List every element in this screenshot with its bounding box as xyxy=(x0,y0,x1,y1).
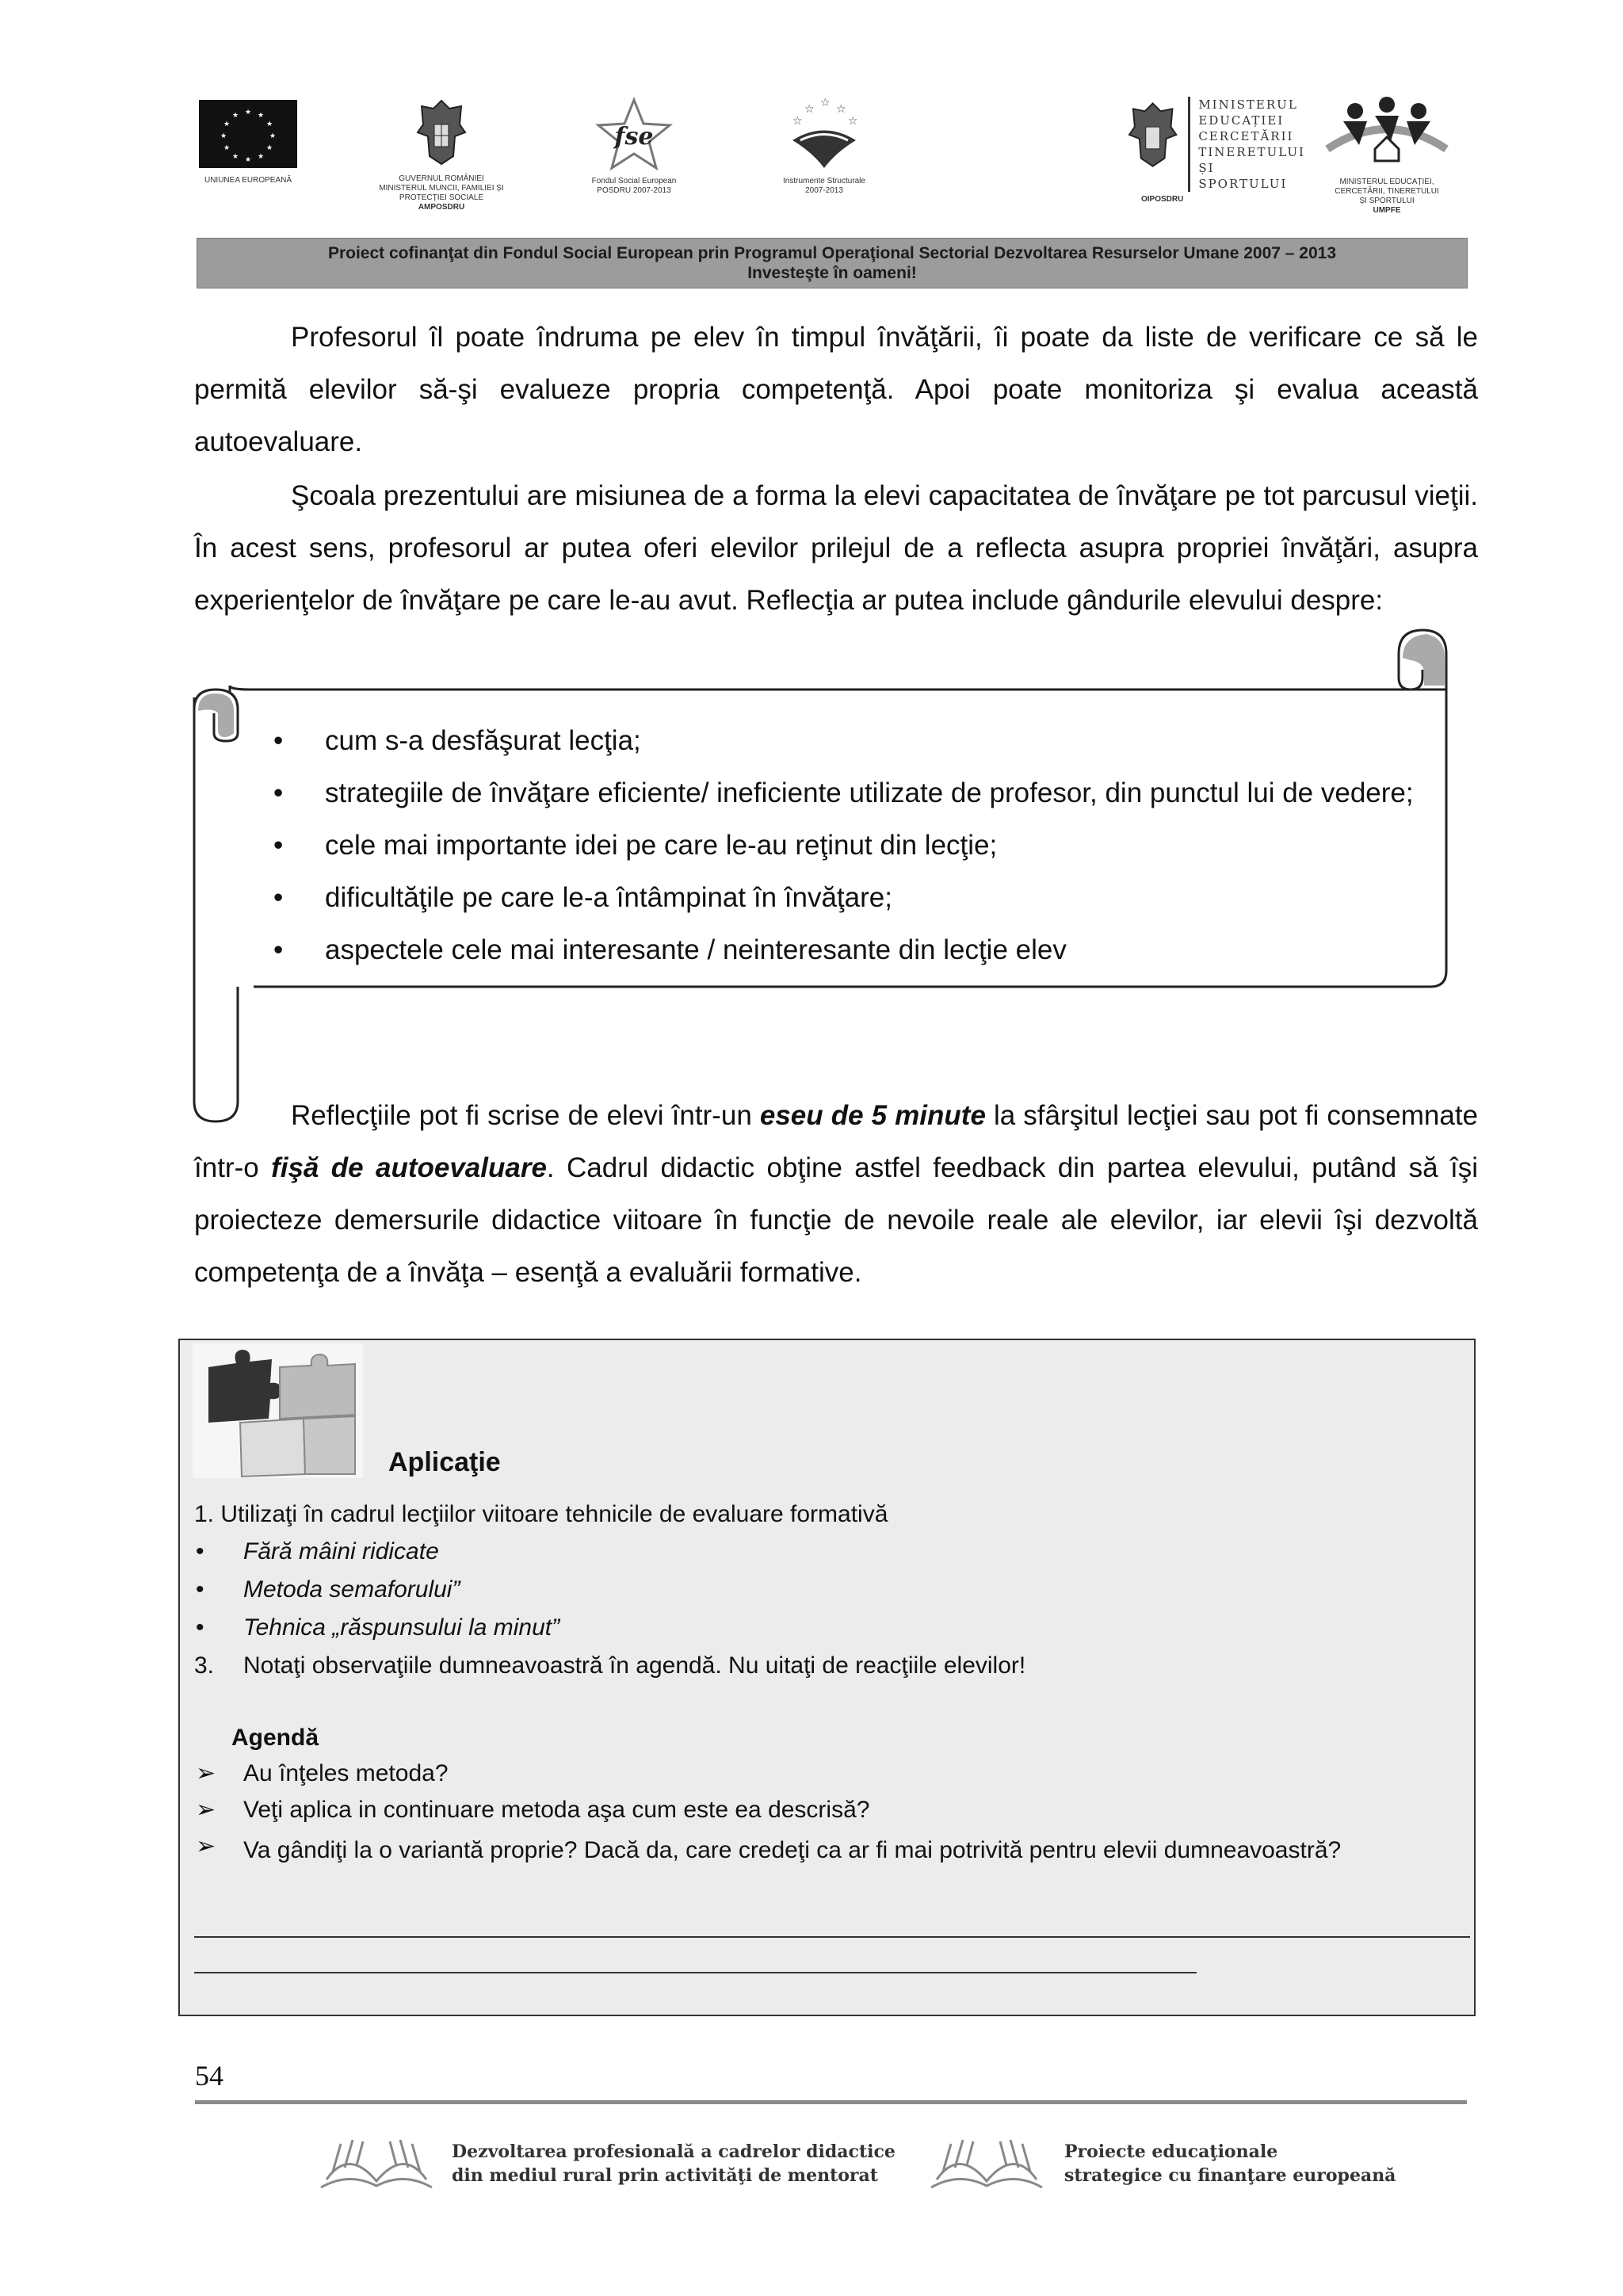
svg-text:★: ★ xyxy=(244,109,252,117)
list-item: • aspectele cele mai interesante / neinteresante din lecţie elev xyxy=(273,934,1067,965)
umpfe-caption-1: MINISTERUL EDUCAȚIEI, xyxy=(1339,178,1434,186)
technique-text-3: Tehnica „răspunsului la minut” xyxy=(243,1614,560,1641)
gov-caption-2: MINISTERUL MUNCII, FAMILIEI ȘI xyxy=(379,184,504,193)
ministry-line-3: CERCETĂRII xyxy=(1198,129,1294,143)
umpfe-logo xyxy=(1308,94,1466,216)
svg-text:★: ★ xyxy=(257,153,265,161)
application-item-1: 1. Utilizaţi în cadrul lecţiilor viitoare tehnicile de evaluare formativă xyxy=(194,1501,888,1527)
reflection-list xyxy=(269,715,1458,976)
application-title: Aplicaţie xyxy=(388,1447,501,1477)
eu-logo xyxy=(197,100,300,185)
technique-text-2: Metoda semaforului” xyxy=(243,1576,460,1603)
agenda-item-2: Veţi aplica in continuare metoda aşa cum este ea descrisă? xyxy=(243,1797,870,1823)
umpfe-caption-bold: UMPFE xyxy=(1373,206,1401,215)
ministry-line-4: TINERETULUI xyxy=(1198,145,1305,159)
government-logo xyxy=(366,97,517,212)
technique-item: • xyxy=(196,1538,204,1564)
umpfe-caption-2: CERCETĂRII, TINERETULUI xyxy=(1335,187,1439,196)
svg-text:★: ★ xyxy=(223,144,231,152)
gov-caption-1: GUVERNUL ROMÂNIEI xyxy=(399,174,484,183)
eu-caption: UNIUNEA EUROPEANĂ xyxy=(204,176,292,185)
fse-logo xyxy=(575,97,693,196)
page-number: 54 xyxy=(195,2060,223,2092)
technique-item: • xyxy=(196,1576,204,1603)
footer-right-line-1: Proiecte educaţionale xyxy=(1064,2141,1278,2162)
list-item: • cum s-a desfăşurat lecţia; xyxy=(273,725,641,756)
eu-flag-icon xyxy=(199,100,297,168)
fse-caption-2: POSDRU 2007-2013 xyxy=(597,186,671,195)
footer-left-line-2: din mediul rural prin activităţi de mentorat xyxy=(452,2165,878,2186)
svg-text:★: ★ xyxy=(265,120,273,128)
application-item-3-text: Notaţi observaţiile dumneavoastră în agendă. Nu uitaţi de reacţiile elevilor! xyxy=(243,1652,1026,1679)
ministry-line-1: MINISTERUL xyxy=(1198,97,1298,112)
footer-right-line-2: strategice cu finanţare europeană xyxy=(1064,2165,1396,2186)
arrow-icon: ➢ xyxy=(196,1797,216,1823)
agenda-item-1: Au înţeles metoda? xyxy=(243,1760,449,1786)
open-book-icon xyxy=(927,2132,1046,2195)
footer-right-text xyxy=(1064,2140,1396,2187)
technique-item: • xyxy=(196,1614,204,1641)
footer-divider xyxy=(195,2100,1467,2104)
ministry-crest-icon xyxy=(1125,97,1180,176)
svg-text:☆: ☆ xyxy=(820,97,831,109)
arrow-icon: ➢ xyxy=(196,1760,216,1786)
svg-text:★: ★ xyxy=(269,132,277,140)
oiposdru-caption: OIPOSDRU xyxy=(1141,195,1184,204)
list-item: • strategiile de învăţare eficiente/ ineficiente utilizate de profesor, din punctul lui de vedere; xyxy=(273,777,1414,808)
paragraph-3: Reflecţiile pot fi scrise de elevi într-un eseu de 5 minute la sfârşitul lecţiei sau pot fi consemnate într-o fişă de autoevaluare. Cadrul didactic obţine astfel feedback din partea elevului, putând să îşi proiecteze demersurile didactice viitoare în funcţie de nevoile reale ale elevilor, iar elevii îşi dezvoltă competenţa de a învăţa – esenţă a evaluării formative. xyxy=(194,1100,1479,1288)
structural-instruments-icon xyxy=(781,97,868,172)
paragraph-1: Profesorul îl poate îndruma pe elev în timpul învăţării, îi poate da liste de verificare ce să le permită elevilor să-şi evalueze propria competenţă. Apoi poate monitoriza şi evalua această autoevaluare. xyxy=(194,322,1478,457)
svg-text:★: ★ xyxy=(257,112,265,120)
list-item: • dificultăţile pe care le-a întâmpinat în învăţare; xyxy=(273,882,892,913)
svg-text:★: ★ xyxy=(223,120,231,128)
gov-caption-bold: AMPOSDRU xyxy=(418,203,465,212)
svg-text:★: ★ xyxy=(265,144,273,152)
banner-line-2: Investeşte în oameni! xyxy=(747,264,917,282)
ministry-line-5: ȘI SPORTULUI xyxy=(1198,161,1288,191)
structural-instruments-logo xyxy=(765,97,884,196)
answer-line-2 xyxy=(194,1972,1197,1973)
footer-left-text xyxy=(452,2140,896,2187)
open-book-icon xyxy=(317,2132,436,2195)
paragraph-2: Şcoala prezentului are misiunea de a forma la elevi capacitatea de învăţare pe tot parcusul vieţii. În acest sens, profesorul ar putea oferi elevilor prilejul de a reflecta asupra propriei învăţări, asupra experienţelor de învăţare pe care le-au avut. Reflecţia ar putea include gândurile elevului despre: xyxy=(194,480,1478,616)
svg-text:fse: fse xyxy=(614,123,654,151)
svg-text:★: ★ xyxy=(231,112,239,120)
puzzle-icon xyxy=(193,1343,363,1478)
fse-star-icon xyxy=(594,97,674,172)
svg-text:☆: ☆ xyxy=(792,115,803,128)
svg-text:★: ★ xyxy=(220,132,227,140)
romanian-crest-icon xyxy=(414,97,469,168)
gov-caption-3: PROTECȚIEI SOCIALE xyxy=(399,193,484,202)
list-item: • cele mai importante idei pe care le-au reţinut din lecţie; xyxy=(273,830,998,861)
umpfe-icon xyxy=(1312,94,1462,173)
emphasis-sheet: fişă de autoevaluare xyxy=(271,1152,547,1183)
ministry-logo xyxy=(1125,97,1308,204)
ministry-line-2: EDUCAȚIEI xyxy=(1198,113,1285,128)
banner-line-1: Proiect cofinanţat din Fondul Social European prin Programul Operaţional Sectorial Dezvoltarea Resurselor Umane 2007 – 2013 xyxy=(327,244,1337,262)
svg-text:☆: ☆ xyxy=(804,103,815,116)
svg-text:★: ★ xyxy=(244,156,252,164)
svg-text:☆: ☆ xyxy=(836,103,846,116)
si-caption-1: Instrumente Structurale xyxy=(783,177,865,185)
arrow-icon: ➢ xyxy=(196,1833,216,1859)
agenda-title: Agendă xyxy=(231,1725,319,1751)
emphasis-essay: eseu de 5 minute xyxy=(759,1100,986,1131)
agenda-item-3: Va gândiţi la o variantă proprie? Dacă da, care credeţi ca ar fi mai potrivită pentru elevii dumneavoastră? xyxy=(243,1837,1342,1863)
fse-caption-1: Fondul Social European xyxy=(591,177,677,185)
si-caption-2: 2007-2013 xyxy=(805,186,843,195)
project-banner xyxy=(197,238,1468,288)
svg-text:☆: ☆ xyxy=(848,115,858,128)
footer-left-line-1: Dezvoltarea profesională a cadrelor didactice xyxy=(452,2141,896,2162)
technique-text-1: Fără mâini ridicate xyxy=(243,1538,439,1564)
application-item-3-number: 3. xyxy=(194,1652,215,1679)
svg-text:★: ★ xyxy=(231,153,239,161)
umpfe-caption-3: ȘI SPORTULUI xyxy=(1359,197,1415,205)
answer-line-1 xyxy=(194,1936,1470,1938)
